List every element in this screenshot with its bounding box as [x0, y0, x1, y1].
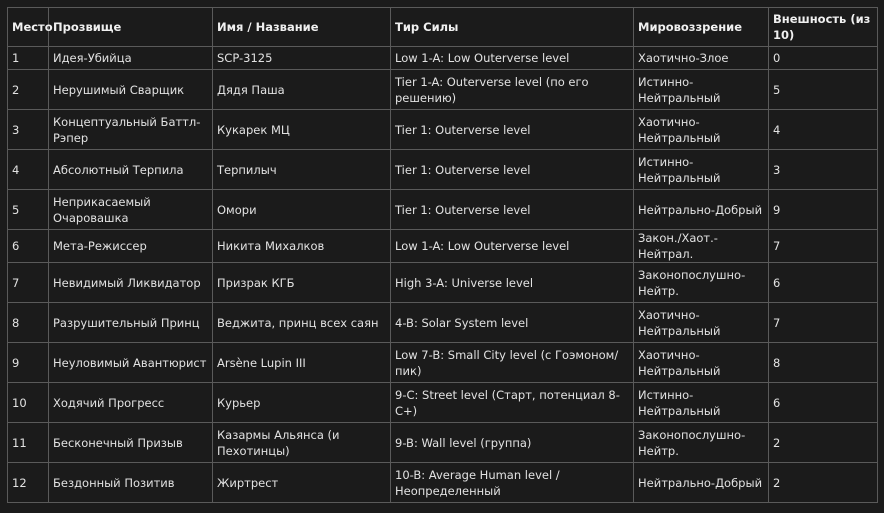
rank-cell: 12: [8, 463, 49, 503]
rank-cell: 2: [8, 70, 49, 110]
name-cell: Омори: [213, 190, 391, 230]
table-row: [8, 263, 878, 303]
table-row: [8, 110, 878, 150]
power-tier-cell: Tier 1: Outerverse level: [391, 150, 634, 190]
table-row: [8, 47, 878, 70]
table-row: [8, 423, 878, 463]
table-row: [8, 383, 878, 423]
name-cell: Дядя Паша: [213, 70, 391, 110]
name-cell: Казармы Альянса (и Пехотинцы): [213, 423, 391, 463]
power-tier-cell: Low 1-A: Low Outerverse level: [391, 230, 634, 263]
power-tier-cell: Low 7-B: Small City level (с Гоэмоном/пик): [391, 343, 634, 383]
looks-cell: 3: [769, 150, 878, 190]
name-cell: Жиртрест: [213, 463, 391, 503]
alignment-cell: Хаотично-Злое: [634, 47, 769, 70]
header-alignment: Мировоззрение: [634, 8, 769, 47]
header-nickname: Прозвище: [49, 8, 213, 47]
rank-cell: 3: [8, 110, 49, 150]
alignment-cell: Закон./Хаот.-Нейтрал.: [634, 230, 769, 263]
looks-cell: 6: [769, 263, 878, 303]
power-tier-cell: 9-C: Street level (Старт, потенциал 8-C+): [391, 383, 634, 423]
alignment-cell: Хаотично-Нейтральный: [634, 343, 769, 383]
power-tier-cell: Tier 1-A: Outerverse level (по его решению): [391, 70, 634, 110]
table-row: [8, 70, 878, 110]
table-row: [8, 230, 878, 263]
power-tier-cell: 9-B: Wall level (группа): [391, 423, 634, 463]
ranking-table-container: [7, 7, 877, 503]
alignment-cell: Истинно-Нейтральный: [634, 383, 769, 423]
name-cell: Курьер: [213, 383, 391, 423]
nickname-cell: Мета-Режиссер: [49, 230, 213, 263]
name-cell: Никита Михалков: [213, 230, 391, 263]
rank-cell: 8: [8, 303, 49, 343]
rank-cell: 10: [8, 383, 49, 423]
header-power-tier: Тир Силы: [391, 8, 634, 47]
rank-cell: 4: [8, 150, 49, 190]
rank-cell: 6: [8, 230, 49, 263]
table-body: [8, 47, 878, 503]
alignment-cell: Законопослушно-Нейтр.: [634, 423, 769, 463]
looks-cell: 4: [769, 110, 878, 150]
looks-cell: 9: [769, 190, 878, 230]
rank-cell: 11: [8, 423, 49, 463]
nickname-cell: Ходячий Прогресс: [49, 383, 213, 423]
nickname-cell: Неуловимый Авантюрист: [49, 343, 213, 383]
nickname-cell: Бездонный Позитив: [49, 463, 213, 503]
rank-cell: 5: [8, 190, 49, 230]
table-row: [8, 150, 878, 190]
rank-cell: 9: [8, 343, 49, 383]
looks-cell: 7: [769, 230, 878, 263]
nickname-cell: Бесконечный Призыв: [49, 423, 213, 463]
table-row: [8, 303, 878, 343]
power-tier-cell: 10-B: Average Human level / Неопределенный: [391, 463, 634, 503]
nickname-cell: Невидимый Ликвидатор: [49, 263, 213, 303]
alignment-cell: Истинно-Нейтральный: [634, 70, 769, 110]
nickname-cell: Нерушимый Сварщик: [49, 70, 213, 110]
name-cell: Веджита, принц всех саян: [213, 303, 391, 343]
alignment-cell: Нейтрально-Добрый: [634, 463, 769, 503]
looks-cell: 6: [769, 383, 878, 423]
looks-cell: 5: [769, 70, 878, 110]
alignment-cell: Хаотично-Нейтральный: [634, 110, 769, 150]
looks-cell: 7: [769, 303, 878, 343]
looks-cell: 2: [769, 463, 878, 503]
header-rank: Место: [8, 8, 49, 47]
power-tier-cell: 4-B: Solar System level: [391, 303, 634, 343]
table-row: [8, 343, 878, 383]
name-cell: Кукарек МЦ: [213, 110, 391, 150]
name-cell: SCP-3125: [213, 47, 391, 70]
alignment-cell: Нейтрально-Добрый: [634, 190, 769, 230]
rank-cell: 7: [8, 263, 49, 303]
table-row: [8, 463, 878, 503]
alignment-cell: Истинно-Нейтральный: [634, 150, 769, 190]
ranking-table: [7, 7, 878, 503]
name-cell: Терпилыч: [213, 150, 391, 190]
nickname-cell: Разрушительный Принц: [49, 303, 213, 343]
rank-cell: 1: [8, 47, 49, 70]
name-cell: Arsène Lupin III: [213, 343, 391, 383]
nickname-cell: Концептуальный Баттл-Рэпер: [49, 110, 213, 150]
looks-cell: 8: [769, 343, 878, 383]
alignment-cell: Законопослушно-Нейтр.: [634, 263, 769, 303]
looks-cell: 0: [769, 47, 878, 70]
looks-cell: 2: [769, 423, 878, 463]
alignment-cell: Хаотично-Нейтральный: [634, 303, 769, 343]
header-looks: Внешность (из 10): [769, 8, 878, 47]
power-tier-cell: High 3-A: Universe level: [391, 263, 634, 303]
name-cell: Призрак КГБ: [213, 263, 391, 303]
table-header-row: [8, 8, 878, 47]
nickname-cell: Идея-Убийца: [49, 47, 213, 70]
header-name: Имя / Название: [213, 8, 391, 47]
power-tier-cell: Tier 1: Outerverse level: [391, 190, 634, 230]
nickname-cell: Неприкасаемый Очаровашка: [49, 190, 213, 230]
power-tier-cell: Tier 1: Outerverse level: [391, 110, 634, 150]
nickname-cell: Абсолютный Терпила: [49, 150, 213, 190]
table-row: [8, 190, 878, 230]
power-tier-cell: Low 1-A: Low Outerverse level: [391, 47, 634, 70]
